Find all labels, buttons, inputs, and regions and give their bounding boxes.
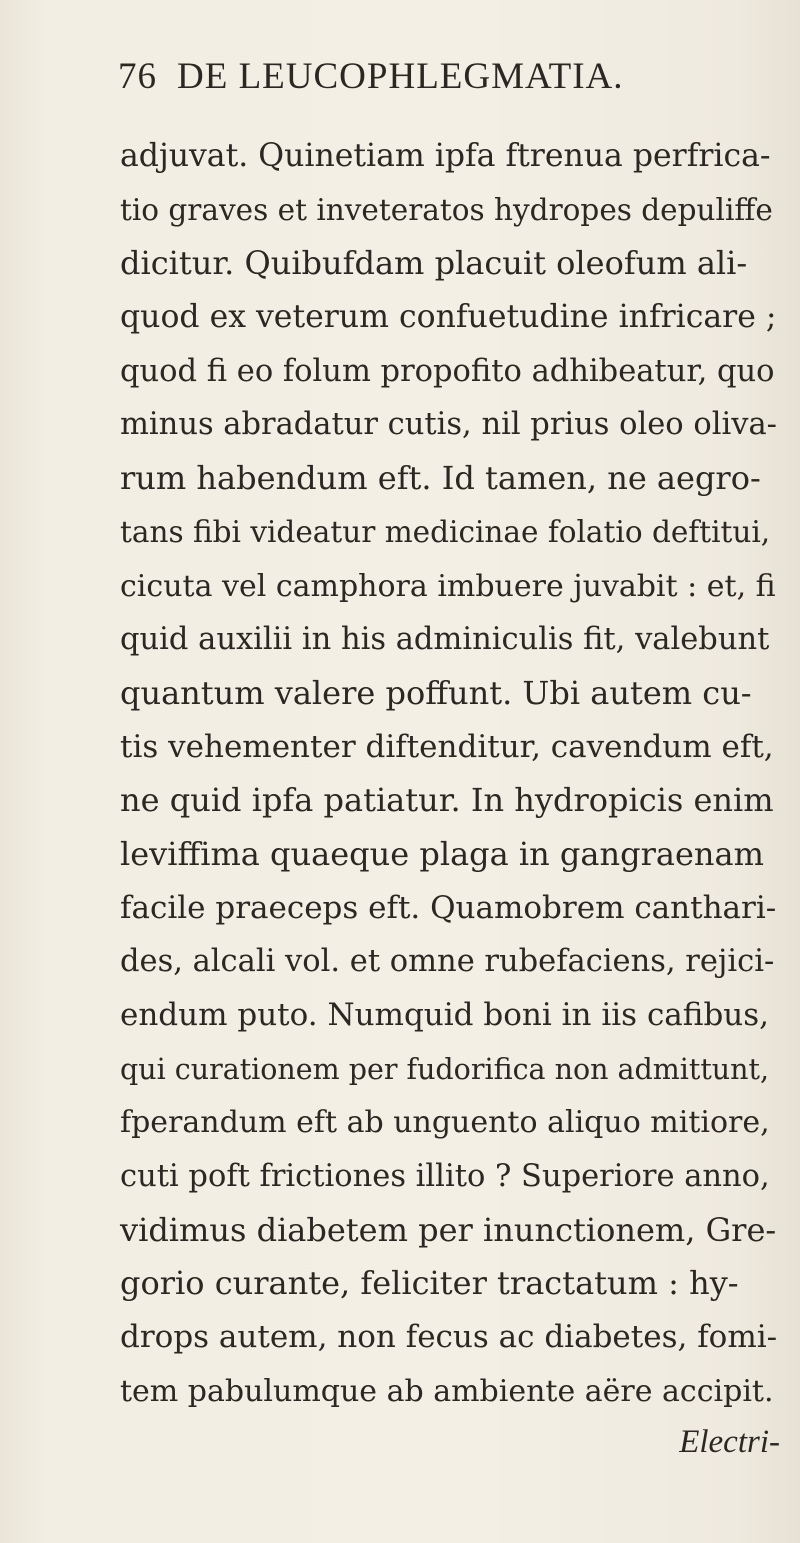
body-text bbox=[120, 130, 800, 1419]
running-title: DE LEUCOPHLEGMATIA. bbox=[177, 56, 624, 97]
catchword: Electri- bbox=[679, 1424, 780, 1460]
text-line: tis vehementer diftenditur, cavendum eft, bbox=[120, 728, 774, 765]
text-line: cicuta vel camphora imbuere juvabit : et, fi bbox=[120, 568, 776, 604]
text-line: tio graves et inveteratos hydropes depuliffe bbox=[120, 192, 773, 227]
text-line: minus abradatur cutis, nil prius oleo oliva- bbox=[120, 407, 777, 443]
page-number: 76 bbox=[118, 56, 157, 97]
text-line: des, alcali vol. et omne rubefaciens, rejici- bbox=[120, 944, 775, 980]
text-line: adjuvat. Quinetiam ipfa ftrenua perfrica- bbox=[120, 138, 771, 174]
text-line: rum habendum eft. Id tamen, ne aegro- bbox=[120, 459, 761, 498]
text-line: ne quid ipfa patiatur. In hydropicis enim bbox=[120, 781, 774, 820]
text-line: quantum valere poffunt. Ubi autem cu- bbox=[120, 673, 752, 712]
text-line: endum puto. Numquid boni in iis cafibus, bbox=[120, 997, 770, 1033]
text-line: quod ex veterum confuetudine infricare ; bbox=[120, 299, 777, 336]
text-line: tem pabulumque ab ambiente aëre accipit. bbox=[120, 1373, 774, 1409]
running-header bbox=[118, 55, 624, 105]
text-line: quid auxilii in his adminiculis fit, valebunt bbox=[120, 622, 770, 658]
text-line: fperandum eft ab unguento aliquo mitiore, bbox=[120, 1105, 770, 1141]
text-line: facile praeceps eft. Quamobrem canthari- bbox=[120, 889, 777, 926]
text-line: drops autem, non fecus ac diabetes, fomi- bbox=[120, 1319, 778, 1356]
text-line: vidimus diabetem per inunctionem, Gre- bbox=[120, 1210, 777, 1249]
text-line: quod fi eo folum propofito adhibeatur, quo bbox=[120, 353, 775, 389]
text-line: dicitur. Quibufdam placuit oleofum ali- bbox=[120, 244, 748, 283]
text-line: leviffima quaeque plaga in gangraenam bbox=[120, 834, 764, 873]
text-line: qui curationem per fudorifica non admittunt, bbox=[120, 1052, 770, 1086]
text-line: tans fibi videatur medicinae folatio deftitui, bbox=[120, 514, 771, 549]
text-line: gorio curante, feliciter tractatum : hy- bbox=[120, 1264, 739, 1303]
text-line: cuti poft frictiones illito ? Superiore anno, bbox=[120, 1159, 770, 1195]
